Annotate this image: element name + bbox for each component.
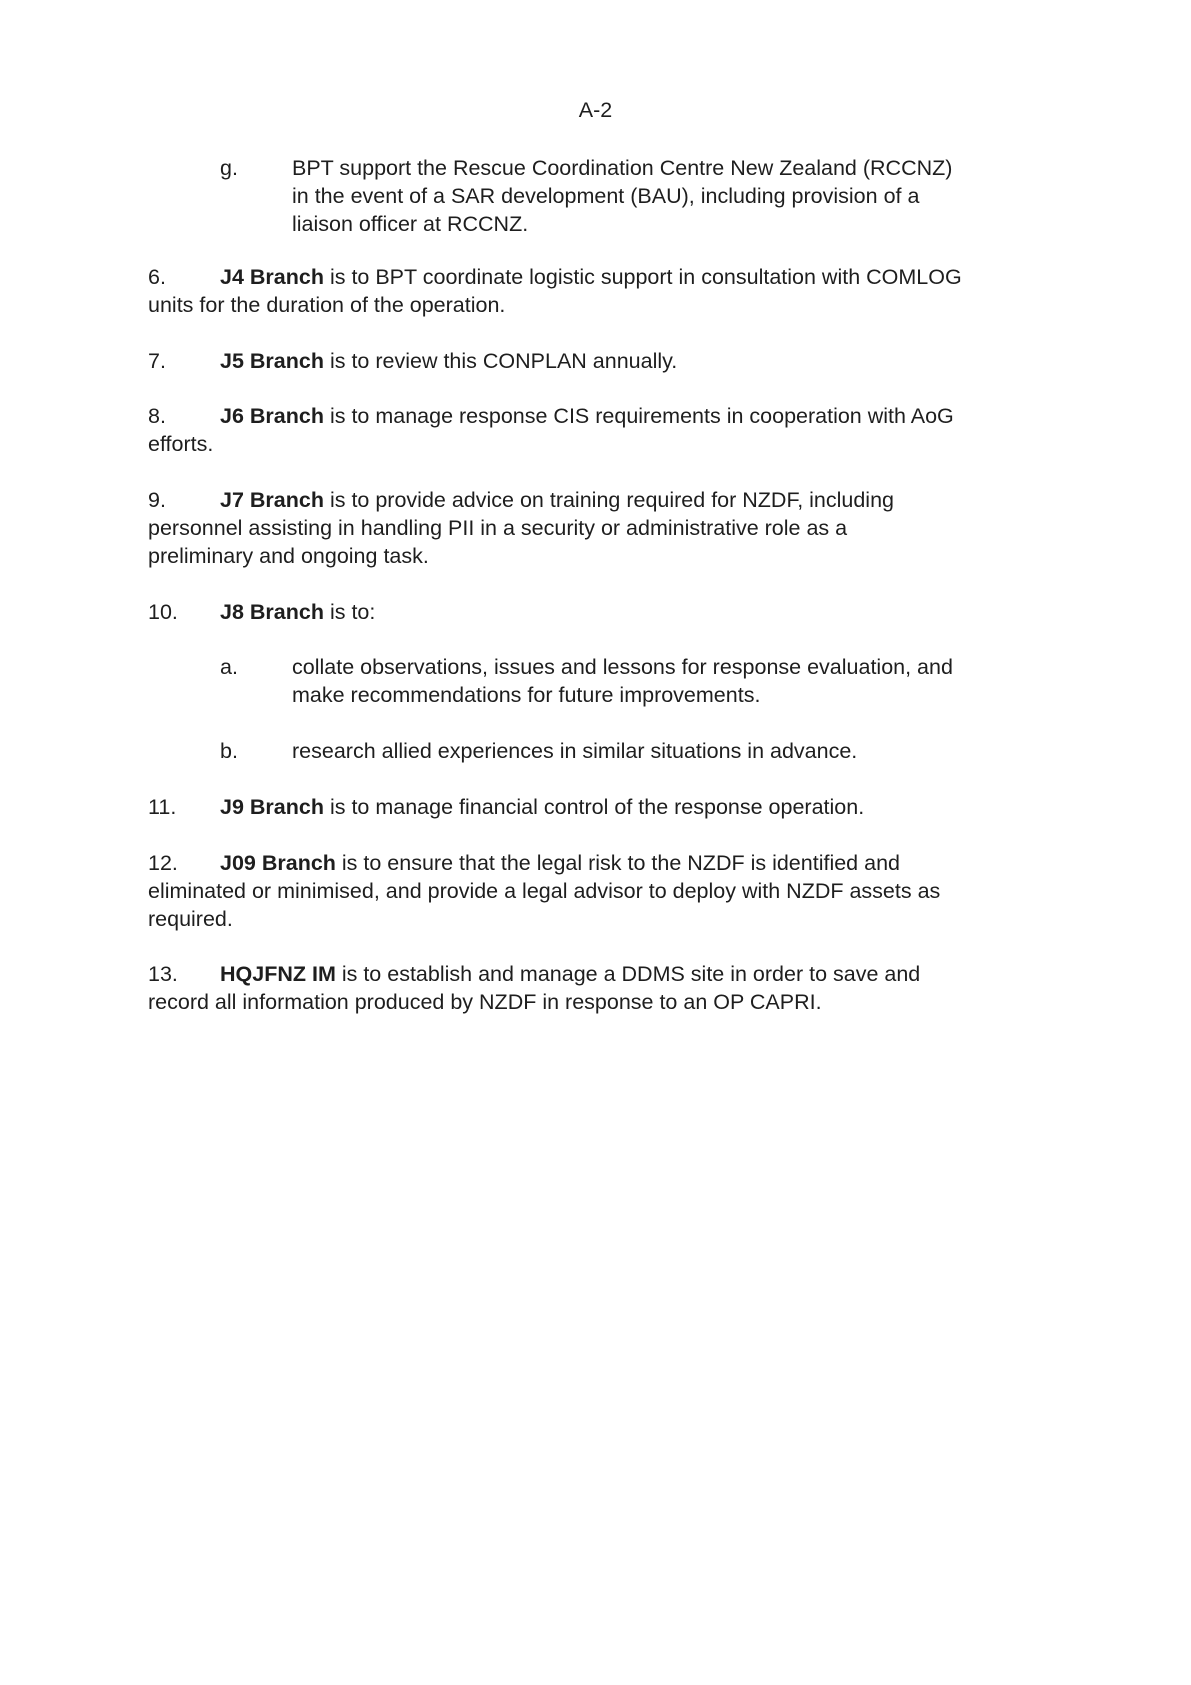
paragraph-11 [148, 793, 864, 821]
paragraph-number: 11. [148, 795, 177, 819]
text-line: is to BPT coordinate logistic support in consultation with COMLOG [323, 265, 962, 289]
paragraph-number: 7. [148, 349, 166, 373]
item-marker: g. [220, 156, 238, 180]
text-line: eliminated or minimised, and provide a legal advisor to deploy with NZDF assets as [148, 879, 941, 903]
paragraph-number: 6. [148, 265, 166, 289]
text-line: is to ensure that the legal risk to the NZDF is identified and [335, 851, 900, 875]
paragraph-8 [148, 402, 954, 458]
text-line: is to provide advice on training required for NZDF, including [323, 488, 895, 512]
branch-name: J6 Branch [220, 404, 324, 428]
text-line: record all information produced by NZDF in response to an OP CAPRI. [148, 990, 822, 1014]
item-marker: b. [220, 739, 238, 763]
text-line: preliminary and ongoing task. [148, 544, 429, 568]
paragraph-13 [148, 960, 920, 1016]
branch-name: J8 Branch [220, 600, 324, 624]
subparagraph-a [220, 653, 953, 709]
text-line: collate observations, issues and lessons for response evaluation, and [292, 655, 953, 679]
text-line: in the event of a SAR development (BAU), including provision of a [292, 184, 920, 208]
paragraph-number: 9. [148, 488, 166, 512]
text-line: is to review this CONPLAN annually. [323, 349, 678, 373]
text-line: research allied experiences in similar situations in advance. [292, 739, 858, 763]
subparagraph-b [220, 737, 857, 765]
text-line: efforts. [148, 432, 214, 456]
paragraph-number: 13. [148, 962, 178, 986]
branch-name: J7 Branch [220, 488, 324, 512]
text-line: units for the duration of the operation. [148, 293, 506, 317]
branch-name: J5 Branch [220, 349, 324, 373]
item-marker: a. [220, 655, 238, 679]
text-line: BPT support the Rescue Coordination Centre New Zealand (RCCNZ) [292, 156, 953, 180]
branch-name: J9 Branch [220, 795, 324, 819]
text-line: is to establish and manage a DDMS site in order to save and [335, 962, 921, 986]
paragraph-number: 12. [148, 851, 178, 875]
text-line: is to manage financial control of the response operation. [323, 795, 865, 819]
text-line: liaison officer at RCCNZ. [292, 212, 529, 236]
paragraph-number: 8. [148, 404, 166, 428]
paragraph-9 [148, 486, 894, 570]
branch-name: J09 Branch [220, 851, 336, 875]
text-line: is to: [323, 600, 376, 624]
page-number: A-2 [578, 98, 613, 122]
paragraph-number: 10. [148, 600, 178, 624]
paragraph-7 [148, 347, 677, 375]
paragraph-6 [148, 263, 962, 319]
paragraph-10 [148, 598, 375, 626]
paragraph-12 [148, 849, 940, 933]
text-line: required. [148, 907, 233, 931]
branch-name: HQJFNZ IM [220, 962, 336, 986]
text-line: make recommendations for future improvements. [292, 683, 761, 707]
text-line: is to manage response CIS requirements in cooperation with AoG [323, 404, 954, 428]
branch-name: J4 Branch [220, 265, 324, 289]
subparagraph-g [220, 154, 952, 238]
text-line: personnel assisting in handling PII in a security or administrative role as a [148, 516, 848, 540]
